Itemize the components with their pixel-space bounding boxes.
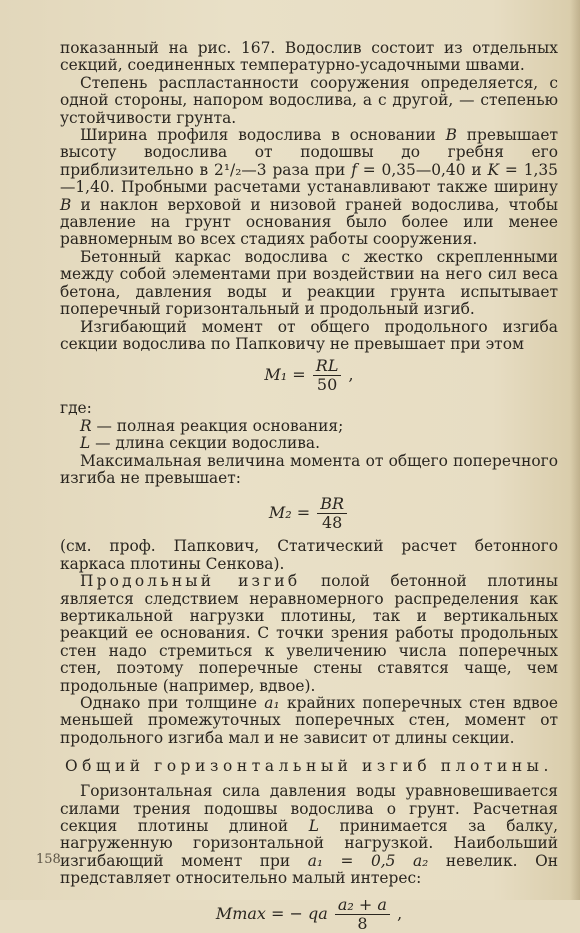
paragraph-6: Максимальная величина момента от общего поперечного изгиба не превышает: bbox=[60, 451, 558, 487]
formula-m1-lhs: M₁ = bbox=[264, 365, 306, 385]
page-edge-shadow bbox=[570, 0, 580, 900]
definition-r-text: — полная реакция основания; bbox=[96, 416, 344, 435]
formula-mmax-numerator: a₂ + a bbox=[335, 896, 390, 915]
term-longitudinal-bending: Продольный изгиб bbox=[80, 572, 301, 591]
p3-text-e: и наклон верховой и низовой граней водослива, чтобы давление на грунт основания было более или менее равномерным во всех стадиях работы сооружения. bbox=[60, 195, 558, 249]
symbol-f: f bbox=[351, 160, 357, 179]
formula-m2-numerator: BR bbox=[317, 495, 347, 514]
p10-text-b: принимается за балку, нагруженную горизонтальной нагрузкой. Наибольший изгибающий момент при bbox=[60, 817, 558, 870]
symbol-a1: a₁ bbox=[264, 694, 280, 712]
formula-m2-lhs: M₂ = bbox=[268, 503, 311, 523]
page-number: 158 bbox=[36, 852, 61, 867]
p9-text-a: Однако при толщине bbox=[80, 694, 257, 712]
paragraph-2: Степень распластанности сооружения определяется, с одной стороны, напором водослива, а с другой, — степенью устойчивости грунта. bbox=[60, 73, 558, 127]
paragraph-9 bbox=[60, 695, 558, 747]
definition-l bbox=[60, 435, 558, 452]
p3-text-c: = 0,35—0,40 и bbox=[362, 160, 482, 179]
p8-text: полой бетонной плотины является следствием неравномерного распределения как вертикальной нагрузки плотины, так и вертикальных реакций ее основания. С точки зрения работы продольных стен надо стремиться к увеличению числа поперечных стен, поэтому поперечные стены ставятся чаще, чем продольные (например, вдвое). bbox=[60, 572, 558, 695]
paragraph-4: Бетонный каркас водослива с жестко скрепленными между собой элементами при воздействии на него сил веса бетона, давления воды и реакции грунта испытывает поперечный горизонтальный и продольный изгиб. bbox=[60, 247, 558, 319]
symbol-l: L bbox=[80, 434, 91, 453]
p10-text-c: невелик. Он представляет относительно малый интерес: bbox=[60, 851, 558, 888]
symbol-a1-eq: a₁ = 0,5 a₂ bbox=[307, 851, 429, 870]
formula-m2 bbox=[60, 495, 558, 532]
where-label: где: bbox=[60, 399, 92, 418]
p9-text-b: крайних поперечных стен вдвое меньшей промежуточных поперечных стен, момент от продольного изгиба мал и не зависит от длины секции. bbox=[60, 694, 558, 747]
formula-mmax-tail: , bbox=[397, 903, 403, 923]
formula-m1-fraction bbox=[313, 357, 342, 394]
symbol-r: R bbox=[80, 416, 92, 435]
paragraph-3 bbox=[60, 127, 558, 249]
p3-text-d: = 1,35—1,40. Пробными расчетами устанавливают также ширину bbox=[60, 160, 558, 197]
paragraph-7: (см. проф. Папкович, Статический расчет бетонного каркаса плотины Сенкова). bbox=[60, 537, 558, 573]
symbol-b: B bbox=[445, 126, 457, 145]
symbol-k: K bbox=[487, 160, 500, 179]
p3-text-a: Ширина профиля водослива в основании bbox=[80, 126, 436, 145]
formula-m1-numerator: RL bbox=[313, 357, 342, 376]
p10-text-a: Горизонтальная сила давления воды уравновешивается силами трения подошвы водослива о грунт. Расчетная секция плотины длиной bbox=[60, 782, 558, 836]
paragraph-8 bbox=[60, 573, 558, 695]
paragraph-10 bbox=[60, 783, 558, 887]
formula-mmax-fraction bbox=[335, 896, 390, 933]
section-heading: Общий горизонтальный изгиб плотины. bbox=[64, 757, 554, 776]
formula-m1-denominator: 50 bbox=[316, 375, 338, 395]
formula-m2-fraction bbox=[317, 495, 347, 532]
formula-mmax-lhs: Mmax = − qa bbox=[215, 903, 328, 923]
paragraph-1: показанный на рис. 167. Водослив состоит из отдельных секций, соединенных температурно-усадочными швами. bbox=[60, 39, 558, 75]
symbol-b-2: B bbox=[60, 195, 72, 214]
formula-m1-tail: , bbox=[348, 365, 354, 385]
formula-mmax bbox=[60, 896, 558, 933]
definition-r bbox=[60, 418, 558, 435]
paragraph-5: Изгибающий момент от общего продольного изгиба секции водослива по Папковичу не превышает при этом bbox=[60, 317, 558, 353]
definition-l-text: — длина секции водослива. bbox=[95, 434, 320, 453]
symbol-l-2: L bbox=[308, 817, 319, 836]
p3-text-b: превышает высоту водослива от подошвы до гребня его приблизительно в 2¹/₂—3 раза при bbox=[60, 126, 558, 179]
formula-mmax-denominator: 8 bbox=[357, 913, 368, 933]
formula-m2-denominator: 48 bbox=[322, 513, 343, 533]
formula-m1 bbox=[60, 357, 558, 394]
